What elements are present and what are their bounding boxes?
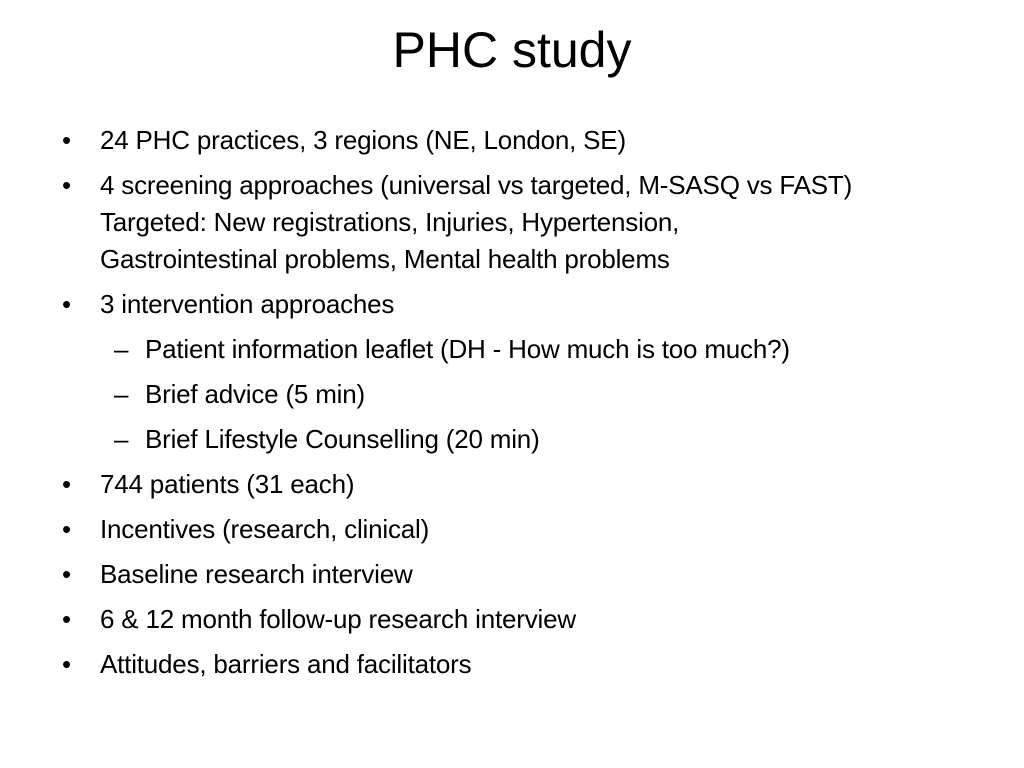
bullet-dot-icon: •	[62, 170, 71, 200]
bullet-text-line: 4 screening approaches (universal vs targeted, M-SASQ vs FAST)	[100, 170, 853, 200]
dash-icon: –	[114, 379, 129, 409]
slide-content	[62, 122, 1002, 691]
dash-icon: –	[114, 424, 129, 454]
bullet-text: 24 PHC practices, 3 regions (NE, London, SE)	[100, 125, 626, 155]
bullet-dot-icon: •	[62, 125, 71, 155]
bullet-dot-icon: •	[62, 604, 71, 634]
bullet-text-line: Targeted: New registrations, Injuries, Hypertension,	[100, 207, 680, 237]
dash-icon: –	[114, 334, 129, 364]
bullet-item	[62, 122, 1002, 159]
bullet-text: Incentives (research, clinical)	[100, 514, 430, 544]
bullet-text: Attitudes, barriers and facilitators	[100, 649, 472, 679]
bullet-dot-icon: •	[62, 649, 71, 679]
bullet-item	[62, 556, 1002, 593]
sub-bullet-text: Brief advice (5 min)	[145, 379, 365, 409]
slide-title: PHC study	[392, 22, 632, 78]
sub-bullet-text: Patient information leaflet (DH - How much is too much?)	[145, 334, 790, 364]
sub-bullet-item	[62, 421, 1002, 458]
bullet-item	[62, 286, 1002, 323]
bullet-dot-icon: •	[62, 559, 71, 589]
sub-bullet-text: Brief Lifestyle Counselling (20 min)	[145, 424, 540, 454]
sub-bullet-item	[62, 376, 1002, 413]
bullet-dot-icon: •	[62, 469, 71, 499]
bullet-item	[62, 511, 1002, 548]
bullet-text: 3 intervention approaches	[100, 289, 395, 319]
bullet-item	[62, 466, 1002, 503]
bullet-text: 6 & 12 month follow-up research interview	[100, 604, 576, 634]
bullet-dot-icon: •	[62, 514, 71, 544]
bullet-item	[62, 167, 1002, 278]
bullet-text-line: Gastrointestinal problems, Mental health problems	[100, 244, 670, 274]
bullet-item	[62, 601, 1002, 638]
sub-bullet-item	[62, 331, 1002, 368]
bullet-dot-icon: •	[62, 289, 71, 319]
bullet-item	[62, 646, 1002, 683]
bullet-text: 744 patients (31 each)	[100, 469, 355, 499]
bullet-text: Baseline research interview	[100, 559, 413, 589]
